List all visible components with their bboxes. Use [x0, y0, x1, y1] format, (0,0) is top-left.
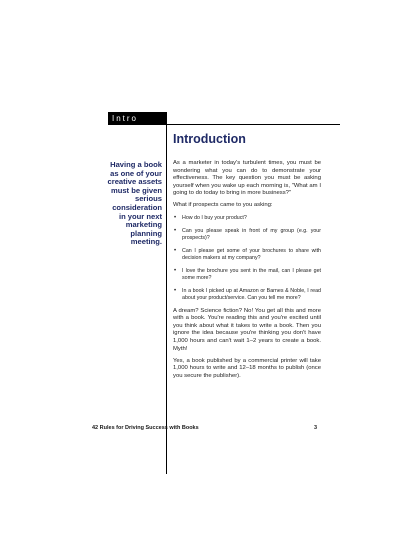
footer-book-title: 42 Rules for Driving Success with Books: [92, 425, 199, 431]
horizontal-divider: [166, 124, 340, 125]
page-number: 3: [314, 425, 318, 431]
page-title: Introduction: [173, 132, 246, 146]
bullet-item: • Can I please get some of your brochures to share with decision makers at my company?: [173, 248, 321, 262]
bullet-item: • I love the brochure you sent in the mail, can I please get some more?: [173, 268, 321, 282]
paragraph-question: What if prospects came to you asking:: [173, 202, 273, 209]
bullet-item: • How do I buy your product?: [173, 215, 321, 222]
pull-quote: Having a book as one of your creative assets must be given serious consideration in your next marketing planning meeting.: [107, 160, 162, 247]
bullet-item: • Can you please speak in front of my group (e.g. your prospects)?: [173, 228, 321, 242]
vertical-divider: [166, 112, 167, 474]
paragraph-intro: As a marketer in today's turbulent times, you must be wondering what you can do to demonstrate your effectiveness. The key question you must be asking yourself when you wake up each morning is, "What am I going to do today to bring in more business?": [173, 160, 321, 197]
paragraph-publishing: Yes, a book published by a commercial printer will take 1,000 hours to write and 12–18 months to publish (once you secure the publisher).: [173, 357, 321, 379]
body-text: [173, 160, 321, 385]
bullet-list: [173, 215, 321, 302]
paragraph-dream: A dream? Science fiction? No! You get all this and more with a book. You're reading this and you're excited until you think about what it takes to write a book. Then you ignore the idea because you're thinking you don't have 1,000 hours and can't wait 1–2 years to create a book. Myth!: [173, 307, 321, 352]
bullet-item: • In a book I picked up at Amazon or Barnes & Noble, I read about your product/service. Can you tell me more?: [173, 288, 321, 302]
section-tab: Intro: [108, 112, 166, 125]
